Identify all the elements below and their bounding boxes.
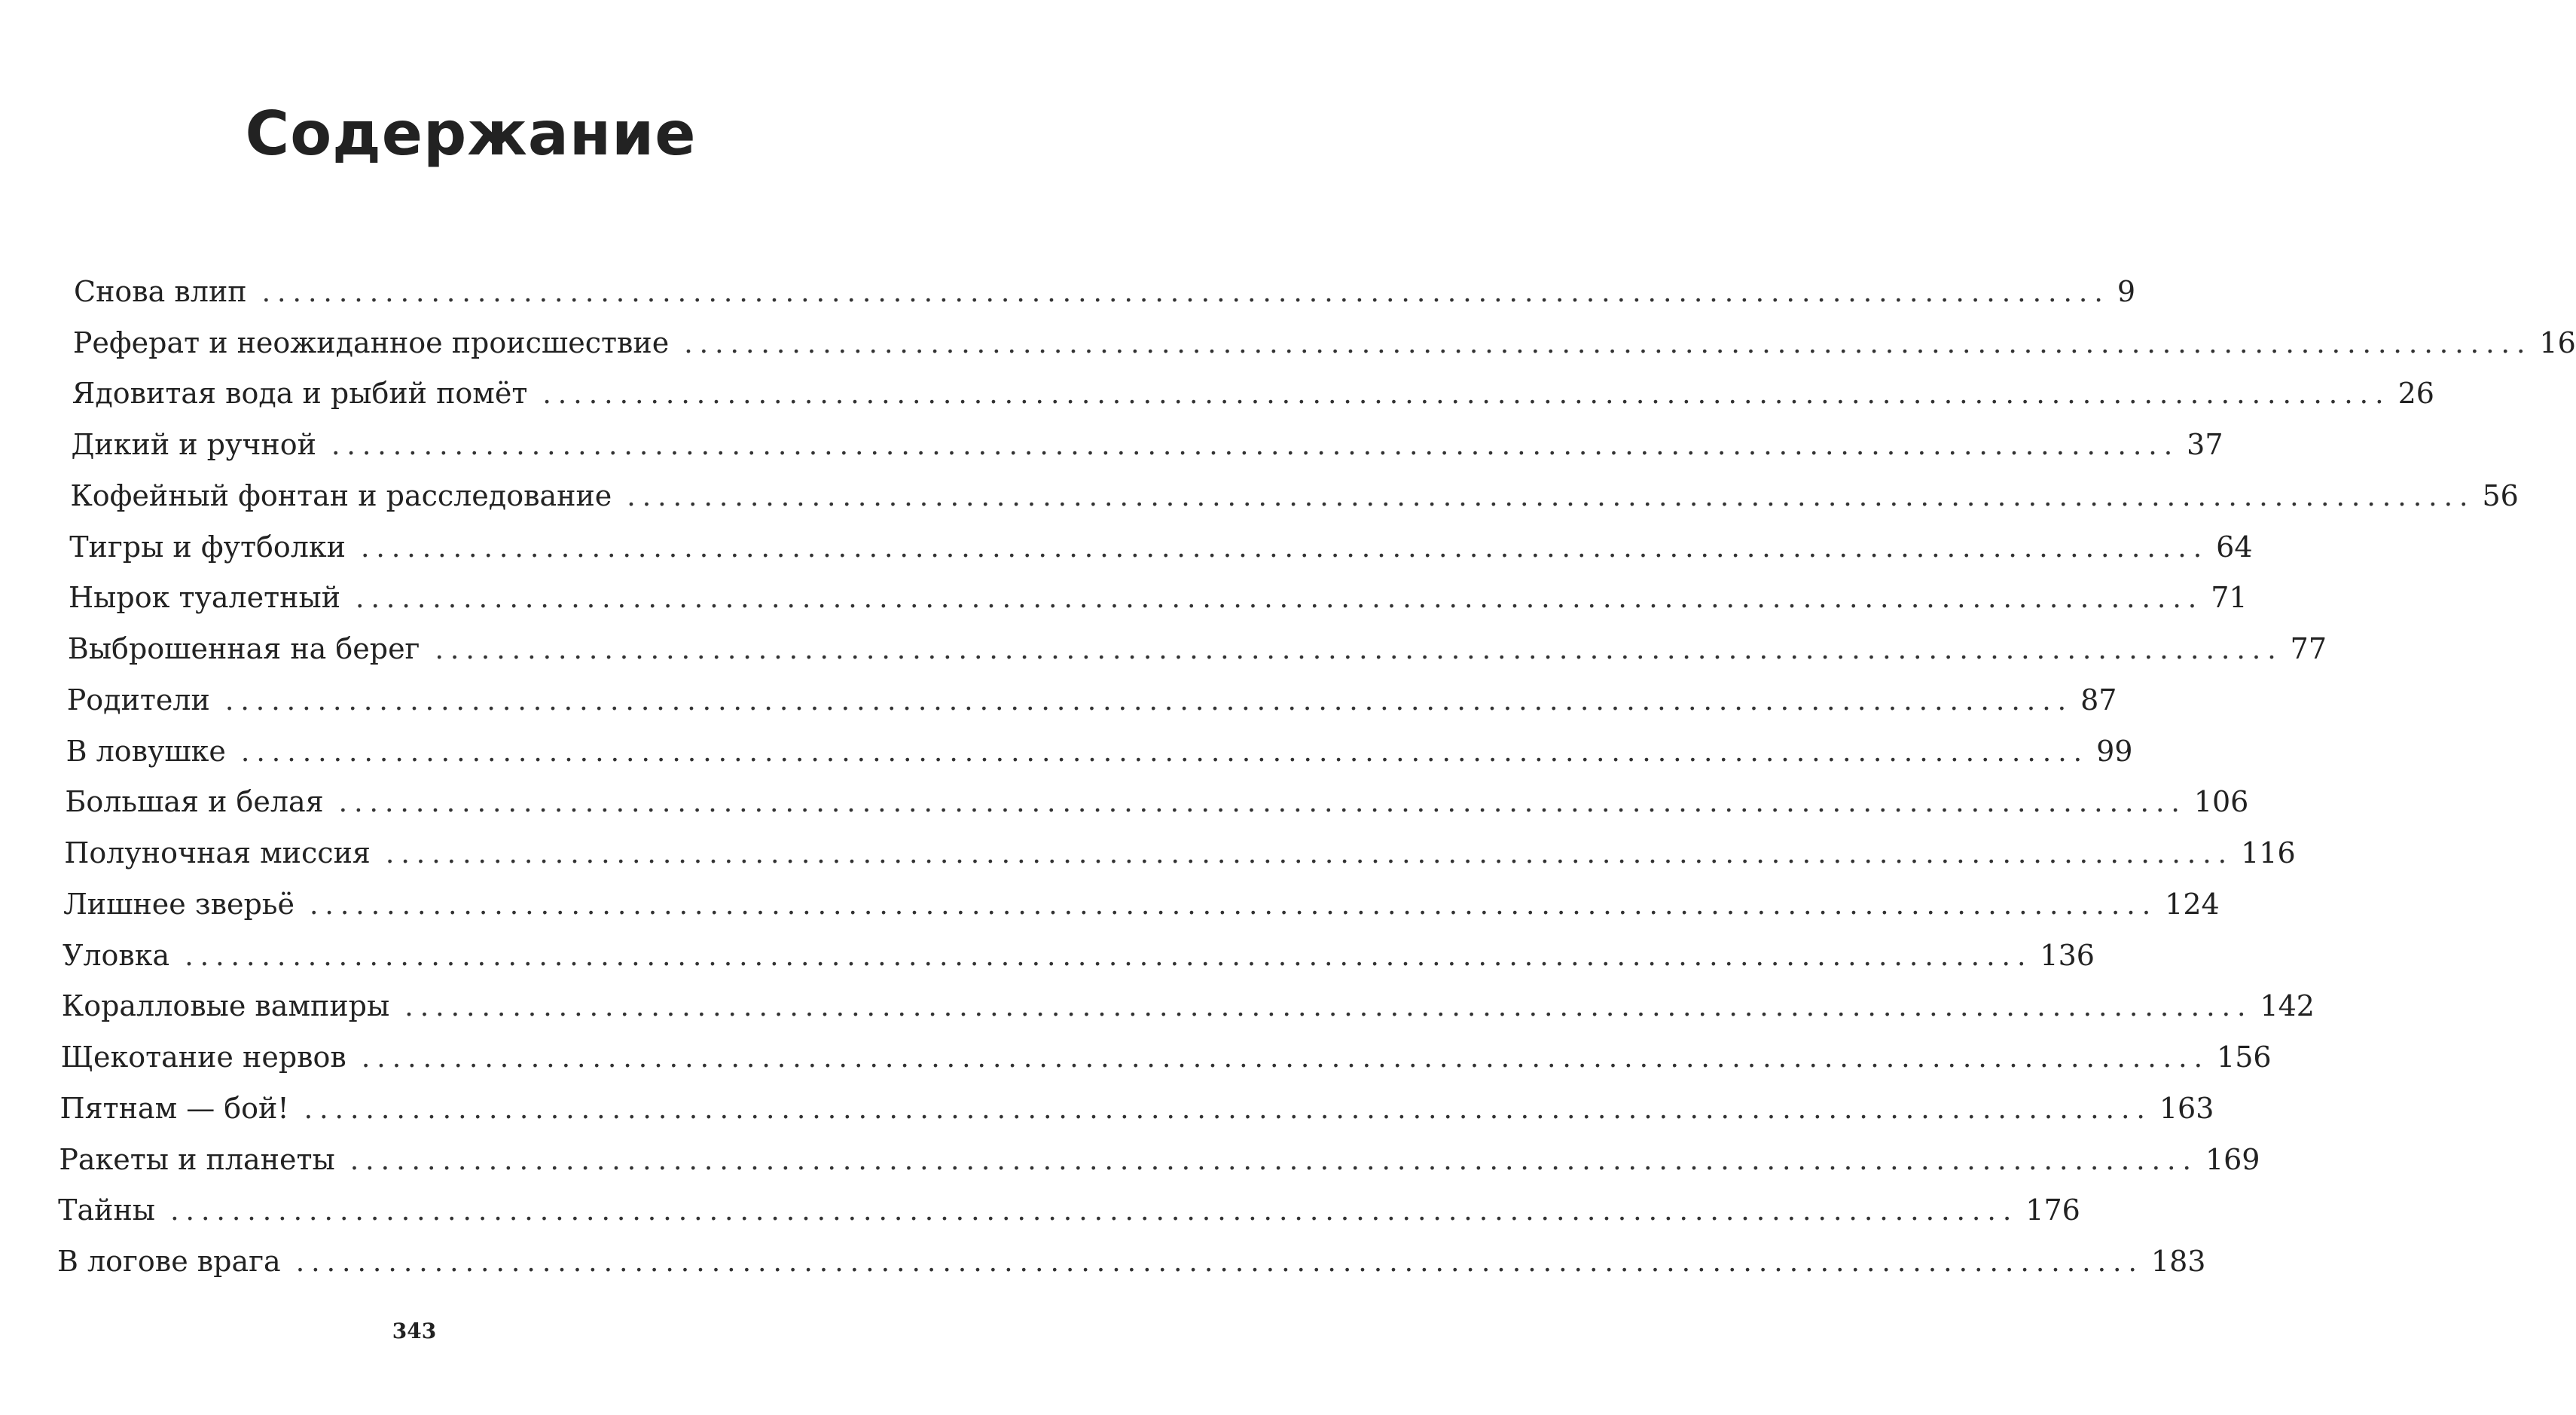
toc-entry-page: 77	[2290, 632, 2327, 666]
toc-entry-title: Ядовитая вода и рыбий помёт	[72, 377, 528, 411]
toc-entry-title: Коралловые вампиры	[61, 989, 390, 1023]
dot-leader: ........................................................................................................................	[404, 992, 2253, 1023]
dot-leader: ........................................................................................................................	[331, 430, 2180, 462]
toc-entry	[65, 778, 2249, 826]
dot-leader: ........................................................................................................................	[304, 1093, 2152, 1125]
toc-entry-title: В логове врага	[57, 1245, 281, 1278]
toc-entry-title: Нырок туалетный	[69, 581, 341, 615]
toc-entry-title: Лишнее зверьё	[63, 887, 295, 921]
toc-entry	[69, 573, 2248, 622]
toc-entry-title: Тигры и футболки	[69, 530, 346, 564]
toc-entry-page: 136	[2040, 938, 2095, 972]
toc-entry	[62, 931, 2095, 979]
dot-leader: ........................................................................................................................	[224, 685, 2074, 717]
toc-entry-title: В ловушке	[66, 734, 226, 768]
dot-leader: ........................................................................................................................	[361, 1043, 2210, 1074]
toc-entry-page: 71	[2211, 581, 2248, 615]
toc-entry-page: 56	[2482, 478, 2519, 512]
toc-entry-title: Дикий и ручной	[71, 428, 316, 462]
toc-entry-page: 87	[2080, 683, 2117, 717]
page-title: Содержание	[245, 99, 697, 169]
toc-entry	[59, 1135, 2260, 1184]
toc-entry-page: 37	[2187, 428, 2223, 462]
toc-entry	[61, 982, 2315, 1030]
page-number: 343	[392, 1319, 437, 1343]
toc-entry-page: 116	[2241, 836, 2296, 870]
toc-entry-page: 142	[2260, 989, 2315, 1023]
dot-leader: ........................................................................................................................	[309, 889, 2158, 921]
toc-entry-title: Родители	[66, 683, 210, 717]
toc-entry	[69, 523, 2253, 571]
dot-leader: ........................................................................................................................	[261, 277, 2110, 308]
dot-leader: ........................................................................................................................	[435, 634, 2283, 666]
toc-entry-title: Реферат и неожиданное происшествие	[72, 325, 670, 359]
toc-entry	[58, 1186, 2080, 1234]
dot-leader: ........................................................................................................................	[627, 481, 2475, 512]
toc-entry	[60, 1084, 2214, 1132]
dot-leader: ........................................................................................................................	[360, 532, 2209, 564]
toc-entry	[70, 472, 2519, 520]
toc-entry-page: 16	[2539, 325, 2576, 359]
toc-entry-page: 9	[2117, 275, 2135, 308]
toc-entry-title: Щекотание нервов	[60, 1041, 346, 1074]
dot-leader: ........................................................................................................................	[170, 1196, 2019, 1227]
toc-entry	[72, 369, 2434, 417]
toc-entry-page: 124	[2165, 887, 2220, 921]
toc-entry-page: 183	[2150, 1245, 2206, 1278]
toc-entry-title: Пятнам — бой!	[60, 1091, 289, 1125]
toc-entry	[66, 727, 2133, 775]
toc-entry	[66, 676, 2117, 724]
toc-entry-page: 106	[2193, 785, 2249, 819]
toc-entry	[64, 829, 2296, 877]
dot-leader: ........................................................................................................................	[338, 787, 2187, 819]
dot-leader: ........................................................................................................................	[684, 328, 2532, 359]
dot-leader: ........................................................................................................................	[542, 379, 2391, 411]
toc-entry-page: 163	[2159, 1091, 2214, 1125]
toc-entry-page: 156	[2217, 1041, 2272, 1074]
dot-leader: ........................................................................................................................	[349, 1145, 2198, 1176]
toc-entry	[74, 267, 2135, 316]
toc-entry-page: 99	[2096, 734, 2133, 768]
toc-entry-title: Ракеты и планеты	[59, 1142, 335, 1176]
toc-entry-page: 176	[2025, 1193, 2080, 1227]
dot-leader: ........................................................................................................................	[240, 736, 2089, 768]
dot-leader: ........................................................................................................................	[356, 583, 2204, 615]
toc-entry-title: Выброшенная на берег	[67, 632, 420, 666]
toc-entry-title: Полуночная миссия	[64, 836, 371, 870]
toc-entry	[60, 1033, 2272, 1081]
dot-leader: ........................................................................................................................	[385, 839, 2234, 870]
toc-entry-page: 26	[2397, 377, 2434, 411]
toc-entry	[57, 1237, 2206, 1285]
toc-entry	[71, 420, 2223, 469]
toc-entry-title: Снова влип	[74, 275, 247, 308]
toc-entry	[67, 625, 2327, 673]
toc-entry-page: 169	[2205, 1142, 2260, 1176]
toc-entry-title: Большая и белая	[65, 785, 324, 819]
toc-entry	[72, 319, 2576, 367]
toc-entry-title: Уловка	[62, 938, 170, 972]
toc-entry	[63, 880, 2220, 928]
toc-entry-title: Кофейный фонтан и расследование	[70, 478, 612, 512]
dot-leader: ........................................................................................................................	[295, 1247, 2144, 1278]
toc-entry-page: 64	[2216, 530, 2253, 564]
toc-entry-title: Тайны	[58, 1193, 156, 1227]
dot-leader: ........................................................................................................................	[185, 940, 2033, 972]
